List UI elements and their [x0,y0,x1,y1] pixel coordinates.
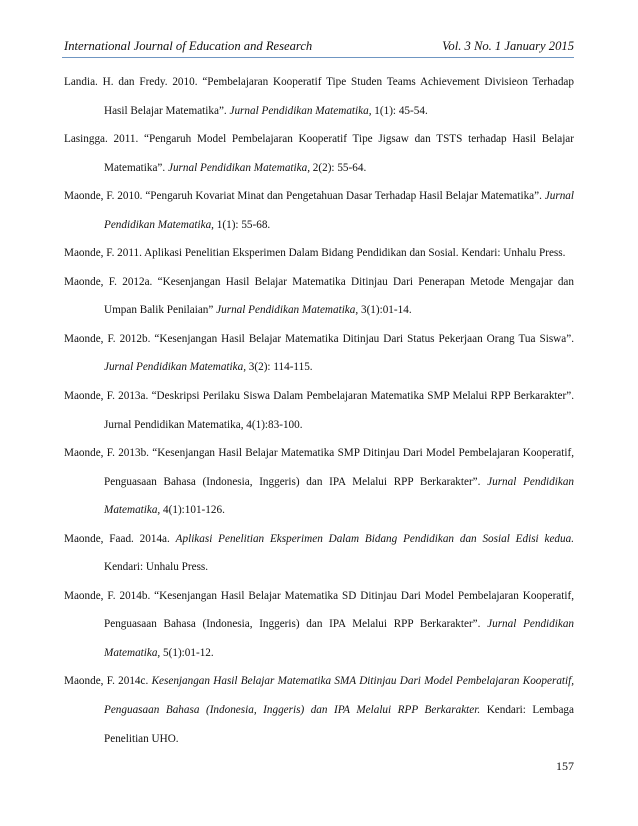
reference-entry: Maonde, F. 2013a. “Deskripsi Perilaku Siswa Dalam Pembelajaran Matematika SMP Melalui RPP Berkarakter”. Jurnal Pendidikan Matematika, 4(1):83-100. [64,390,574,431]
reference-entry: Maonde, F. 2012a. “Kesenjangan Hasil Belajar Matematika Ditinjau Dari Penerapan Metode Mengajar dan Umpan Balik Penilaian” Jurnal Pendidikan Matematika, 3(1):01-14. [64,275,574,317]
issue-info: Vol. 3 No. 1 January 2015 [442,39,574,53]
page-number: 157 [556,759,574,773]
reference-entry: Maonde, F. 2014c. Kesenjangan Hasil Belajar Matematika SMA Ditinjau Dari Model Pembelajaran Kooperatif, Penguasaan Bahasa (Indonesia, Inggeris) dan IPA Melalui RPP Berkarakter. Kendari: Lembaga Penelitian UHO. [64,675,575,745]
reference-entry: Maonde, F. 2014b. “Kesenjangan Hasil Belajar Matematika SD Ditinjau Dari Model Pembelajaran Kooperatif, Penguasaan Bahasa (Indonesia, Inggeris) dan IPA Melalui RPP Berkarakter”. Jurnal Pendidikan Matematika, 5(1):01-12. [64,589,575,659]
reference-entry: Lasingga. 2011. “Pengaruh Model Pembelajaran Kooperatif Tipe Jigsaw dan TSTS terhadap Hasil Belajar Matematika”. Jurnal Pendidikan Matematika, 2(2): 55-64. [64,133,574,174]
reference-entry: Maonde, F. 2012b. “Kesenjangan Hasil Belajar Matematika Ditinjau Dari Status Pekerjaan Orang Tua Siswa”. Jurnal Pendidikan Matematika, 3(2): 114-115. [64,332,574,374]
reference-entry: Maonde, F. 2010. “Pengaruh Kovariat Minat dan Pengetahuan Dasar Terhadap Hasil Belajar Matematika”. Jurnal Pendidikan Matematika, 1(1): 55-68. [64,190,574,231]
reference-list [64,68,574,753]
reference-entry: Maonde, Faad. 2014a. Aplikasi Penelitian Eksperimen Dalam Bidang Pendidikan dan Sosial Edisi kedua. Kendari: Unhalu Press. [64,532,574,574]
reference-entry: Maonde, F. 2011. Aplikasi Penelitian Eksperimen Dalam Bidang Pendidikan dan Sosial. Kendari: Unhalu Press. [64,247,566,260]
header-rule [62,57,574,58]
journal-title: International Journal of Education and Research [64,39,313,53]
reference-entry: Landia. H. dan Fredy. 2010. “Pembelajaran Kooperatif Tipe Studen Teams Achievement Divisieon Terhadap Hasil Belajar Matematika”. Jurnal Pendidikan Matematika, 1(1): 45-54. [64,76,574,117]
reference-entry: Maonde, F. 2013b. “Kesenjangan Hasil Belajar Matematika SMP Ditinjau Dari Model Pembelajaran Kooperatif, Penguasaan Bahasa (Indonesia, Inggeris) dan IPA Melalui RPP Berkarakter”. Jurnal Pendidikan Matematika, 4(1):101-126. [64,447,575,517]
